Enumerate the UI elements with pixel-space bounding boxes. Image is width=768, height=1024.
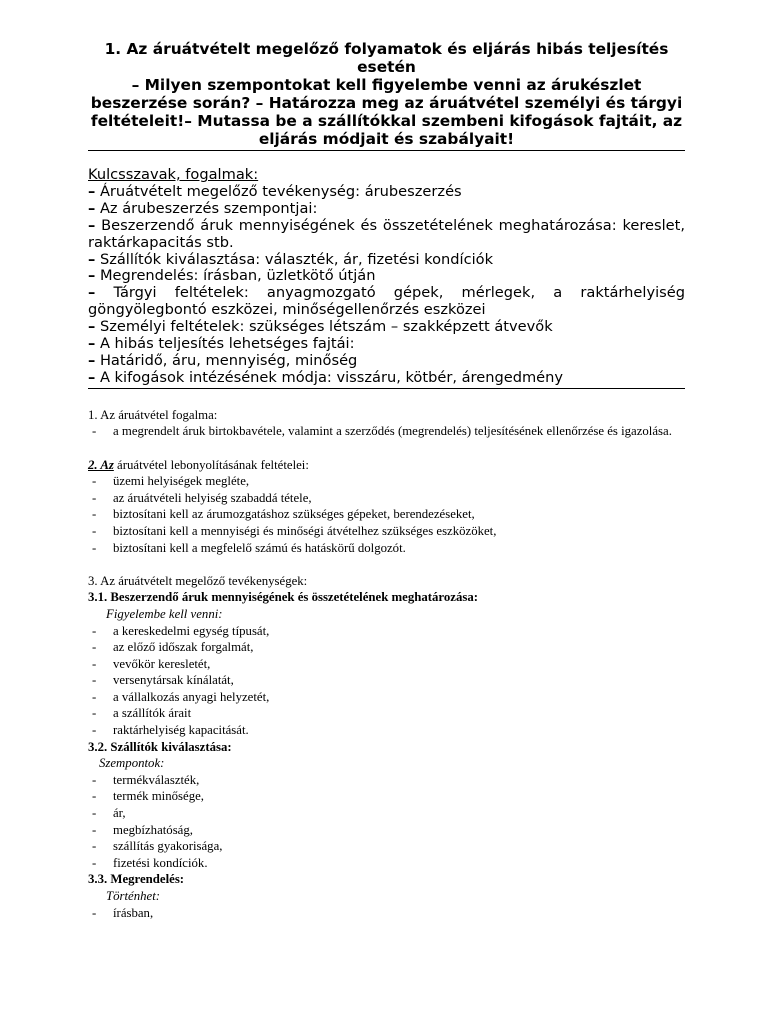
section-3-2-heading: 3.2. Szállítók kiválasztása: [88,739,232,754]
section-2-heading: 2. Az áruátvétel lebonyolításának feltételei: [88,457,309,472]
list-item: - üzemi helyiségek megléte, [92,474,250,489]
title-line: esetén [357,58,416,76]
list-item: - szállítás gyakorisága, [92,839,223,854]
keywords-heading: Kulcsszavak, fogalmak: [88,166,259,183]
keyword-item: – Beszerzendő áruk mennyiségének és összetételének meghatározása: kereslet, raktárkapacitás stb. [88,216,686,251]
list-item: - biztosítani kell a megfelelő számú és hatáskörű dolgozót. [92,540,406,555]
list-item: - írásban, [92,905,154,920]
keyword-item: – Személyi feltételek: szükséges létszám – szakképzett átvevők [88,318,553,336]
list-item: - fizetési kondíciók. [92,855,208,870]
keyword-item: – Szállítók kiválasztása: választék, ár, fizetési kondíciók [88,250,494,268]
keyword-item: – Határidő, áru, mennyiség, minőség [88,351,358,369]
section-3-3-heading: 3.3. Megrendelés: [88,872,185,887]
title-line: – Milyen szempontokat kell figyelembe venni az árukészlet [131,76,642,94]
section-1-heading: 1. Az áruátvétel fogalma: [88,407,218,422]
list-item: - megbízhatóság, [92,822,193,837]
keyword-item: – Áruátvételt megelőző tevékenység: árubeszerzés [88,182,462,200]
list-item: - biztosítani kell az árumozgatáshoz szükséges gépeket, berendezéseket, [92,507,475,522]
list-item: - biztosítani kell a mennyiségi és minőségi átvételhez szükséges eszközöket, [92,523,497,538]
list-item: - a kereskedelmi egység típusát, [92,623,270,638]
title-line: feltételeit!– Mutassa be a szállítókkal szembeni kifogások fajtáit, az [90,112,683,130]
title-line: 1. Az áruátvételt megelőző folyamatok és eljárás hibás teljesítés [104,40,669,58]
list-item: - az áruátvételi helyiség szabaddá tétele, [92,490,312,505]
list-item: - a megrendelt áruk birtokbavétele, valamint a szerződés (megrendelés) teljesítésének ellenőrzése és igazolása. [92,424,672,439]
keywords-block [88,167,685,387]
keyword-item: – A kifogások intézésének módja: visszáru, kötbér, árengedmény [88,368,564,386]
document-body [88,407,685,921]
section-3-1-intro: Figyelembe kell venni: [106,606,223,621]
list-item: - az előző időszak forgalmát, [92,640,254,655]
section-3-heading: 3. Az áruátvételt megelőző tevékenységek: [88,573,308,588]
title-divider [88,150,685,151]
title-line: eljárás módjait és szabályait! [258,130,515,148]
document-page [88,40,685,921]
keyword-item: – Az árubeszerzés szempontjai: [88,199,318,217]
title-line: beszerzése során? – Határozza meg az áruátvétel személyi és tárgyi [90,94,683,112]
keyword-item: – A hibás teljesítés lehetséges fajtái: [88,335,355,353]
keywords-divider [88,388,685,389]
list-item: - termékválaszték, [92,772,200,787]
list-item: - raktárhelyiség kapacitását. [92,723,249,738]
list-item: - a szállítók árait [92,706,192,721]
section-3-1-heading: 3.1. Beszerzendő áruk mennyiségének és összetételének meghatározása: [88,590,478,605]
section-3-3-intro: Történhet: [106,889,161,903]
list-item: - ár, [92,806,126,821]
list-item: - termék minősége, [92,789,204,804]
keyword-item: – Tárgyi feltételek: anyagmozgató gépek, mérlegek, a raktárhelyiség göngyölegbontó eszközei, minőségellenőrzés eszközei [88,284,685,319]
keyword-item: – Megrendelés: írásban, üzletkötő útján [88,267,376,285]
section-3-2-intro: Szempontok: [99,756,165,771]
document-title [88,40,685,148]
list-item: - a vállalkozás anyagi helyzetét, [92,689,270,704]
list-item: - vevőkör keresletét, [92,656,211,671]
list-item: - versenytársak kínálatát, [92,673,234,688]
